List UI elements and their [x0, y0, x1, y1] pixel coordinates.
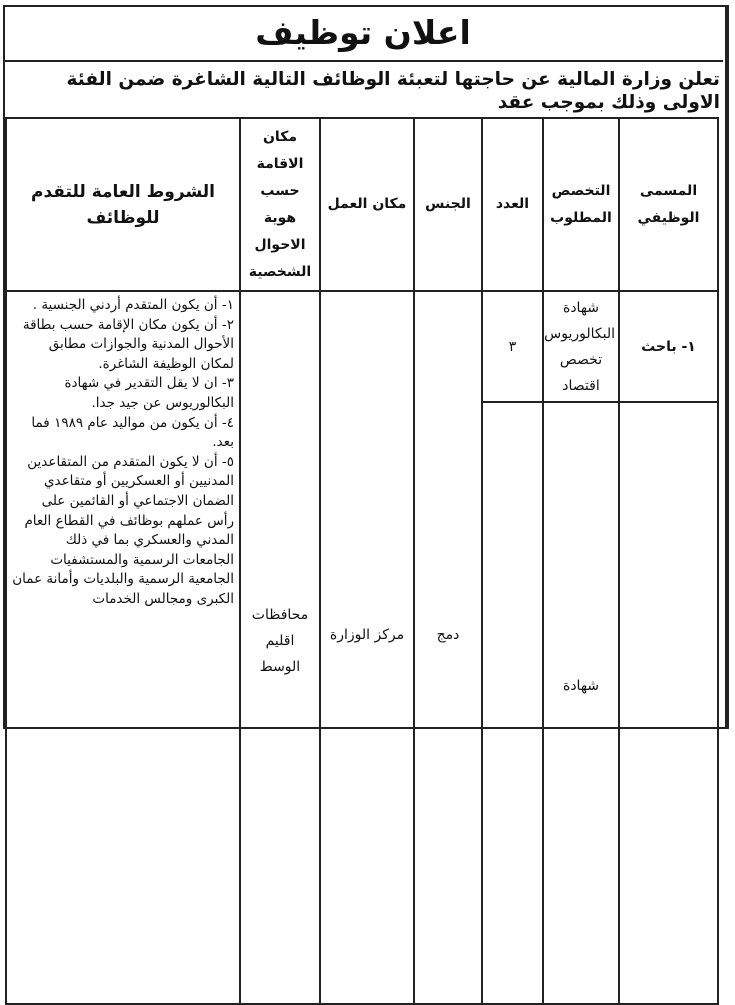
intro-text: تعلن وزارة المالية عن حاجتها لتعبئة الوظائف التالية الشاغرة ضمن الفئة الاولى وذلك بموجب عقد [66, 69, 720, 113]
cell-job-title: ١- باحث [619, 291, 718, 402]
header-count: العدد [482, 118, 543, 291]
page-title: اعلان توظيف [255, 13, 471, 52]
condition-item: ٣- ان لا يقل التقدير في شهادة البكالوريوس عن جيد جدا. [64, 375, 234, 411]
cell-residence: محافظات اقليم الوسط [240, 291, 320, 1004]
header-gender: الجنس [414, 118, 482, 291]
cell-job-title [619, 402, 718, 1004]
condition-item: ١- أن يكون المتقدم أردني الجنسية . [32, 297, 234, 313]
cell-specialization: شهادة البكالوريوس تخصص اقتصاد [543, 291, 619, 402]
header-conditions: الشروط العامة للتقدم للوظائف [6, 118, 240, 291]
table-row [6, 291, 718, 402]
condition-item: ٢- أن يكون مكان الإقامة حسب بطاقة الأحوال المدنية والجوازات مطابق لمكان الوظيفة الشاغرة. [22, 316, 234, 372]
header-job-title: المسمى الوظيفي [619, 118, 718, 291]
table-header-row [6, 118, 718, 291]
cell-conditions [6, 291, 240, 1004]
cell-gender: دمج [414, 291, 482, 1004]
cell-count [482, 402, 543, 1004]
cell-count: ٣ [482, 291, 543, 402]
condition-item: ٥- أن لا يكون المتقدم من المتقاعدين المدنيين أو العسكريين أو متقاعدي الضمان الاجتماعي أو القائمين على رأس عملهم بوظائف في القطاع العام المدني والعسكري بما في ذلك الجامعات الرسمية والمستشفيات الجامعية الرسمية والبلديات وأمانة عمان الكبرى ومجالس الخدمات [12, 453, 234, 607]
cell-workplace: مركز الوزارة [320, 291, 414, 1004]
jobs-table [5, 117, 719, 1005]
header-workplace: مكان العمل [320, 118, 414, 291]
cell-specialization: شهادة [543, 402, 619, 1004]
title-divider [5, 60, 723, 62]
header-specialization: التخصص المطلوب [543, 118, 619, 291]
condition-item: ٤- أن يكون من مواليد عام ١٩٨٩ فما بعد. [31, 414, 234, 451]
header-residence: مكان الاقامة حسب هوية الاحوال الشخصية [240, 118, 320, 291]
